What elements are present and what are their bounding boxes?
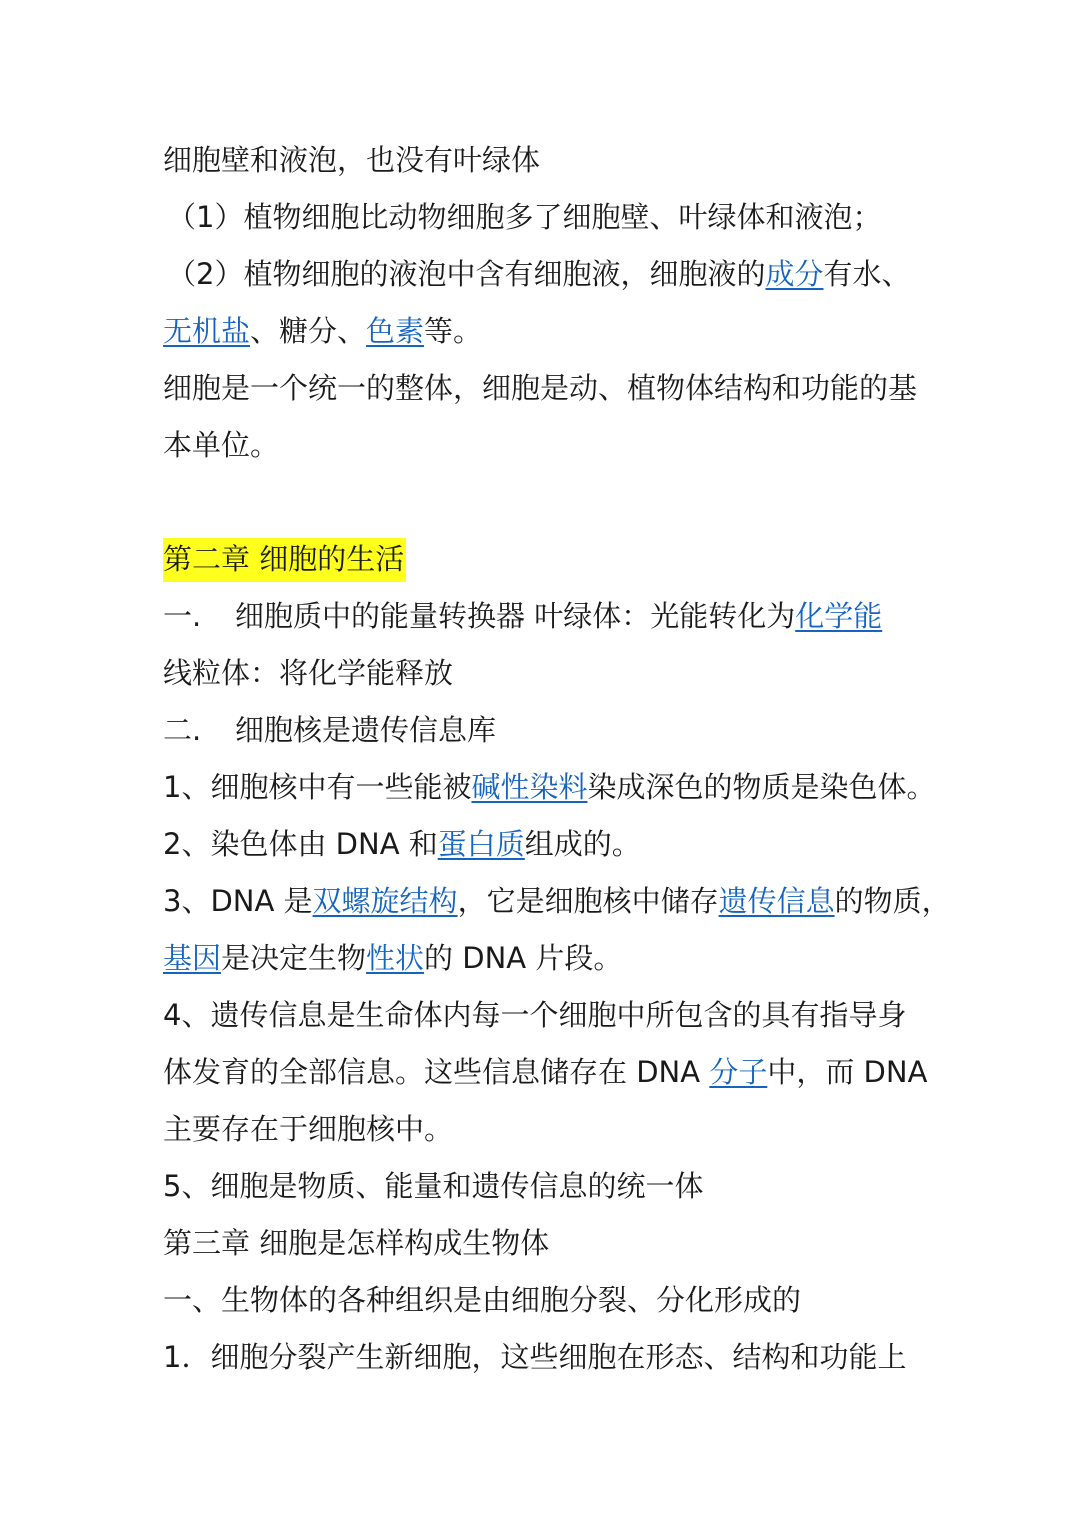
text-line: 5、细胞是物质、能量和遗传信息的统一体	[163, 1169, 704, 1203]
text-span: 1、细胞核中有一些能被	[163, 770, 472, 804]
link-danbaizhi[interactable]: 蛋白质	[437, 827, 525, 861]
text-span: 、糖分、	[250, 314, 367, 348]
list-marker: 二.	[163, 713, 202, 747]
link-jiyin[interactable]: 基因	[163, 941, 222, 975]
list-marker: 一.	[163, 599, 202, 633]
link-fenzi[interactable]: 分子	[709, 1055, 768, 1089]
text-span: ，它是细胞核中储存	[457, 884, 719, 918]
text-span: 是决定生物	[221, 941, 367, 975]
text-span: 的 DNA 片段。	[424, 941, 623, 975]
text-span: 3、DNA 是	[163, 884, 313, 918]
text-line	[163, 930, 933, 987]
link-sesu[interactable]: 色素	[366, 314, 425, 348]
text-span: 组成的。	[524, 827, 641, 861]
text-line	[163, 702, 933, 759]
text-line	[163, 588, 933, 645]
link-shuangluoxuan[interactable]: 双螺旋结构	[312, 884, 458, 918]
link-yichuanxinxi[interactable]: 遗传信息	[718, 884, 835, 918]
text-span: 中，而 DNA	[767, 1055, 928, 1089]
text-line: 主要存在于细胞核中。	[163, 1112, 454, 1146]
text-line	[163, 246, 933, 303]
text-line	[163, 1044, 933, 1101]
text-line	[163, 303, 933, 360]
text-line: 细胞壁和液泡，也没有叶绿体	[163, 143, 541, 177]
link-wujiyan[interactable]: 无机盐	[163, 314, 251, 348]
text-line: 本单位。	[163, 428, 280, 462]
text-line: 4、遗传信息是生命体内每一个细胞中所包含的具有指导身	[163, 998, 907, 1032]
text-line	[163, 759, 936, 816]
text-span: 体发育的全部信息。这些信息储存在 DNA	[163, 1055, 710, 1089]
text-line: 线粒体：将化学能释放	[163, 656, 454, 690]
document-page	[163, 132, 951, 1386]
link-chengfen[interactable]: 成分	[765, 257, 824, 291]
link-xingzhuang[interactable]: 性状	[366, 941, 425, 975]
text-span: （2）植物细胞的液泡中含有细胞液，细胞液的	[167, 257, 766, 291]
blank-line	[163, 474, 933, 531]
text-span: 细胞核是遗传信息库	[235, 713, 497, 747]
text-line: 1．细胞分裂产生新细胞，这些细胞在形态、结构和功能上	[163, 1340, 907, 1374]
text-line: 一、生物体的各种组织是由细胞分裂、分化形成的	[163, 1283, 802, 1317]
text-line: （1）植物细胞比动物细胞多了细胞壁、叶绿体和液泡；	[167, 200, 882, 234]
text-span: 细胞质中的能量转换器 叶绿体：光能转化为	[235, 599, 796, 633]
text-line	[163, 816, 933, 873]
text-line	[163, 873, 951, 930]
text-span: 染成深色的物质是染色体。	[587, 770, 936, 804]
chapter-heading: 第三章 细胞是怎样构成生物体	[163, 1226, 550, 1260]
chapter-heading	[163, 531, 933, 588]
text-line: 细胞是一个统一的整体，细胞是动、植物体结构和功能的基	[163, 371, 918, 405]
text-span: 的物质，	[834, 884, 951, 918]
text-span: 2、染色体由 DNA 和	[163, 827, 438, 861]
link-huaxueneng[interactable]: 化学能	[795, 599, 883, 633]
link-jianxingranliao[interactable]: 碱性染料	[471, 770, 588, 804]
highlighted-heading: 第二章 细胞的生活	[163, 538, 406, 582]
text-span: 等。	[424, 314, 483, 348]
text-span: 有水、	[823, 257, 911, 291]
